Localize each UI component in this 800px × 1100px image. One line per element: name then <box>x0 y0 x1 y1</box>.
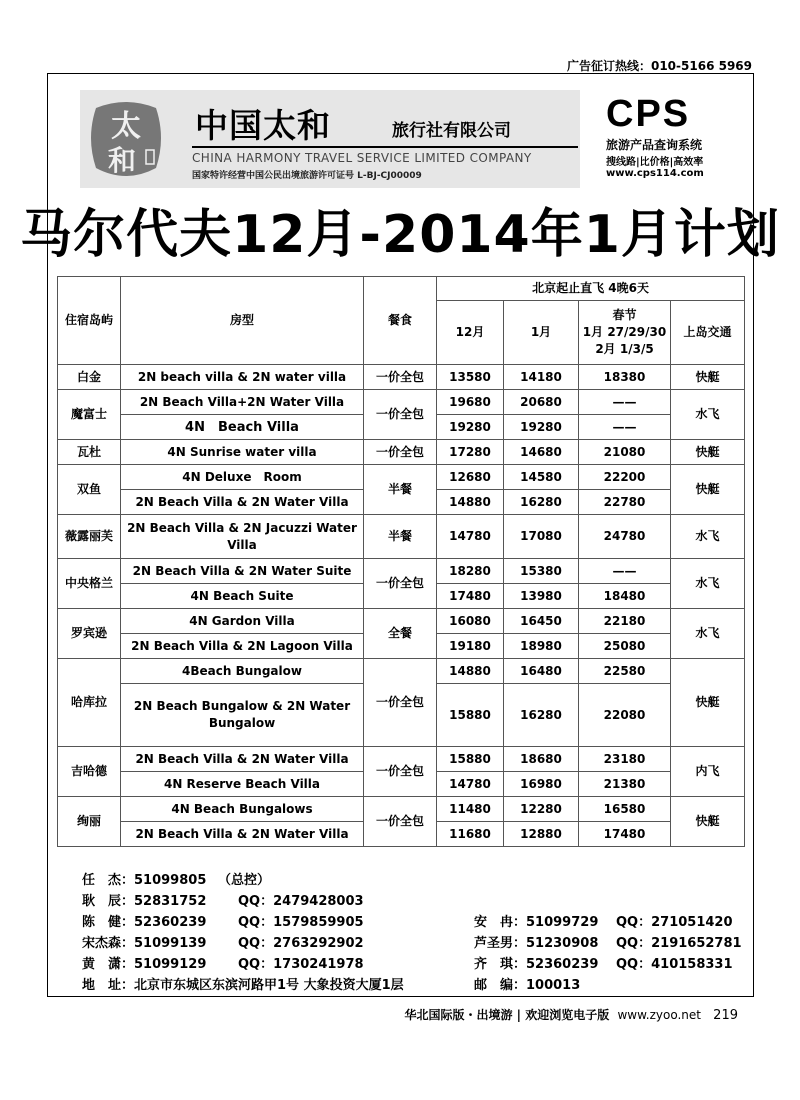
header-spring <box>579 301 671 365</box>
spring-price-cell: —— <box>579 390 671 415</box>
transfer-cell: 快艇 <box>671 365 745 390</box>
contact-name-phone: 黄 潇：51099129 <box>82 957 207 972</box>
room-cell: 4N Reserve Beach Villa <box>121 772 364 797</box>
transfer-cell: 水飞 <box>671 609 745 659</box>
contact-qq: QQ：1730241978 <box>238 957 364 972</box>
spring-price-cell: 23180 <box>579 747 671 772</box>
footer-website: www.zyoo.net <box>617 1008 701 1022</box>
meal-cell: 半餐 <box>364 515 437 559</box>
contact-qq: QQ：271051420 <box>616 915 733 930</box>
transfer-cell: 快艇 <box>671 465 745 515</box>
dec-price-cell: 14780 <box>437 515 504 559</box>
room-cell: 2N beach villa & 2N water villa <box>121 365 364 390</box>
dec-price-cell: 17480 <box>437 584 504 609</box>
dec-price-cell: 19280 <box>437 415 504 440</box>
company-name-suffix: 旅行社有限公司 <box>392 121 511 141</box>
spring-price-cell: 21080 <box>579 440 671 465</box>
svg-text:太: 太 <box>111 109 141 144</box>
spring-price-cell: 21380 <box>579 772 671 797</box>
island-cell: 双鱼 <box>58 465 121 515</box>
jan-price-cell: 12280 <box>504 797 579 822</box>
header-spring-title: 春节 <box>612 308 637 322</box>
contact-row <box>82 912 732 933</box>
table-header-row <box>58 277 745 301</box>
jan-price-cell: 14580 <box>504 465 579 490</box>
price-table <box>57 276 745 847</box>
page-title: 马尔代夫12月-2014年1月计划 <box>20 205 780 265</box>
jan-price-cell: 13980 <box>504 584 579 609</box>
spring-price-cell: 16580 <box>579 797 671 822</box>
spring-price-cell: 22580 <box>579 659 671 684</box>
transfer-cell: 内飞 <box>671 747 745 797</box>
company-logo-banner <box>80 90 580 188</box>
dec-price-cell: 11480 <box>437 797 504 822</box>
transfer-cell: 水飞 <box>671 559 745 609</box>
contact-qq: QQ：2479428003 <box>238 894 364 909</box>
svg-text:和: 和 <box>107 144 137 177</box>
page-number: 219 <box>713 1008 738 1023</box>
meal-cell: 一价全包 <box>364 659 437 747</box>
room-cell: 2N Beach Villa & 2N Water Villa <box>121 490 364 515</box>
spring-price-cell: 18480 <box>579 584 671 609</box>
dec-price-cell: 12680 <box>437 465 504 490</box>
cps-tagline: 旅游产品查询系统 <box>606 138 703 152</box>
table-row <box>58 659 745 684</box>
header-jan: 1月 <box>504 301 579 365</box>
jan-price-cell: 18980 <box>504 634 579 659</box>
table-row <box>58 440 745 465</box>
company-name-cn: 中国太和 <box>195 106 331 145</box>
jan-price-cell: 18680 <box>504 747 579 772</box>
jan-price-cell: 12880 <box>504 822 579 847</box>
room-cell: 4Beach Bungalow <box>121 659 364 684</box>
header-meal: 餐食 <box>364 277 437 365</box>
contact-note: （总控） <box>218 873 271 888</box>
dec-price-cell: 14880 <box>437 490 504 515</box>
contact-list <box>82 870 742 996</box>
cps-features: 搜线路|比价格|高效率 <box>606 157 704 168</box>
transfer-cell: 快艇 <box>671 797 745 847</box>
dec-price-cell: 19680 <box>437 390 504 415</box>
cps-logo-block <box>606 94 722 179</box>
office-address: 地 址：北京市东城区东滨河路甲1号 大象投资大厦1层 <box>82 978 404 993</box>
meal-cell: 半餐 <box>364 465 437 515</box>
contact-qq: QQ：410158331 <box>616 957 733 972</box>
page-footer <box>405 1006 739 1023</box>
table-row <box>58 559 745 584</box>
room-cell: 4N Sunrise water villa <box>121 440 364 465</box>
island-cell: 罗宾逊 <box>58 609 121 659</box>
dec-price-cell: 18280 <box>437 559 504 584</box>
contact-name-phone: 任 杰：51099805 <box>82 873 207 888</box>
table-row <box>58 797 745 822</box>
spring-price-cell: 25080 <box>579 634 671 659</box>
meal-cell: 一价全包 <box>364 747 437 797</box>
ad-hotline: 广告征订热线：010-5166 5969 <box>566 59 752 73</box>
contact-name-phone: 宋杰森：51099139 <box>82 936 207 951</box>
island-cell: 中央格兰 <box>58 559 121 609</box>
contact-row <box>82 870 732 891</box>
island-cell: 绚丽 <box>58 797 121 847</box>
dec-price-cell: 14780 <box>437 772 504 797</box>
room-cell: 4N Gardon Villa <box>121 609 364 634</box>
contact-qq: QQ：2763292902 <box>238 936 364 951</box>
jan-price-cell: 14680 <box>504 440 579 465</box>
cps-logo: CPS <box>606 93 691 135</box>
island-cell: 吉哈德 <box>58 747 121 797</box>
jan-price-cell: 20680 <box>504 390 579 415</box>
dec-price-cell: 15880 <box>437 747 504 772</box>
island-cell: 薇露丽芙 <box>58 515 121 559</box>
header-spring-jan: 1月 27/29/30 <box>582 325 667 339</box>
header-transfer: 上岛交通 <box>671 301 745 365</box>
transfer-cell: 快艇 <box>671 440 745 465</box>
jan-price-cell: 14180 <box>504 365 579 390</box>
jan-price-cell: 19280 <box>504 415 579 440</box>
jan-price-cell: 16280 <box>504 490 579 515</box>
header-spring-feb: 2月 1/3/5 <box>595 342 654 356</box>
room-cell: 2N Beach Villa & 2N Water Suite <box>121 559 364 584</box>
meal-cell: 一价全包 <box>364 365 437 390</box>
contact-row <box>82 933 742 954</box>
dec-price-cell: 19180 <box>437 634 504 659</box>
table-row <box>58 365 745 390</box>
postcode: 邮 编：100013 <box>474 978 581 993</box>
contact-qq: QQ：1579859905 <box>238 915 364 930</box>
dec-price-cell: 15880 <box>437 684 504 747</box>
spring-price-cell: —— <box>579 559 671 584</box>
room-cell: 2N Beach Villa & 2N Water Villa <box>121 822 364 847</box>
table-row <box>58 747 745 772</box>
meal-cell: 一价全包 <box>364 440 437 465</box>
spring-price-cell: 22200 <box>579 465 671 490</box>
license-number: 国家特许经营中国公民出境旅游许可证号 L-BJ-CJ00009 <box>192 171 422 181</box>
contact-name-phone: 齐 琪：52360239 <box>474 957 599 972</box>
jan-price-cell: 16980 <box>504 772 579 797</box>
spring-price-cell: 24780 <box>579 515 671 559</box>
room-cell: 4N Deluxe Room <box>121 465 364 490</box>
transfer-cell: 水飞 <box>671 515 745 559</box>
contact-name-phone: 耿 辰：52831752 <box>82 894 207 909</box>
contact-name-phone: 陈 健：52360239 <box>82 915 207 930</box>
room-cell: 4N Beach Suite <box>121 584 364 609</box>
spring-price-cell: 22080 <box>579 684 671 747</box>
spring-price-cell: 22180 <box>579 609 671 634</box>
spring-price-cell: 17480 <box>579 822 671 847</box>
meal-cell: 一价全包 <box>364 390 437 440</box>
island-cell: 哈库拉 <box>58 659 121 747</box>
room-cell: 2N Beach Villa+2N Water Villa <box>121 390 364 415</box>
contact-qq: QQ：2191652781 <box>616 936 742 951</box>
spring-price-cell: —— <box>579 415 671 440</box>
table-row <box>58 515 745 559</box>
dec-price-cell: 13580 <box>437 365 504 390</box>
room-cell: 4N Beach Bungalows <box>121 797 364 822</box>
room-cell: 2N Beach Villa & 2N Jacuzzi Water Villa <box>121 515 364 559</box>
transfer-cell: 快艇 <box>671 659 745 747</box>
table-row <box>58 465 745 490</box>
jan-price-cell: 16450 <box>504 609 579 634</box>
room-cell: 4N Beach Villa <box>121 415 364 440</box>
contact-row <box>82 975 732 996</box>
room-cell: 2N Beach Villa & 2N Water Villa <box>121 747 364 772</box>
room-cell: 2N Beach Bungalow & 2N Water Bungalow <box>121 684 364 747</box>
dec-price-cell: 16080 <box>437 609 504 634</box>
contact-row <box>82 891 732 912</box>
meal-cell: 一价全包 <box>364 559 437 609</box>
footer-text: 华北国际版・出境游 | 欢迎浏览电子版 <box>404 1008 610 1022</box>
header-dec: 12月 <box>437 301 504 365</box>
dec-price-cell: 11680 <box>437 822 504 847</box>
cps-url: www.cps114.com <box>606 168 704 179</box>
company-name-en: CHINA HARMONY TRAVEL SERVICE LIMITED COMPANY <box>192 146 578 165</box>
contact-name-phone: 安 冉：51099729 <box>474 915 599 930</box>
jan-price-cell: 15380 <box>504 559 579 584</box>
taihe-seal-logo <box>86 94 166 182</box>
header-room: 房型 <box>121 277 364 365</box>
table-row <box>58 609 745 634</box>
contact-name-phone: 芦圣男：51230908 <box>474 936 599 951</box>
contact-row <box>82 954 732 975</box>
jan-price-cell: 16280 <box>504 684 579 747</box>
jan-price-cell: 17080 <box>504 515 579 559</box>
header-group: 北京起止直飞 4晚6天 <box>437 277 745 301</box>
meal-cell: 全餐 <box>364 609 437 659</box>
jan-price-cell: 16480 <box>504 659 579 684</box>
header-island: 住宿岛屿 <box>58 277 121 365</box>
island-cell: 白金 <box>58 365 121 390</box>
table-row <box>58 390 745 415</box>
spring-price-cell: 22780 <box>579 490 671 515</box>
island-cell: 魔富士 <box>58 390 121 440</box>
transfer-cell: 水飞 <box>671 390 745 440</box>
dec-price-cell: 17280 <box>437 440 504 465</box>
island-cell: 瓦杜 <box>58 440 121 465</box>
spring-price-cell: 18380 <box>579 365 671 390</box>
room-cell: 2N Beach Villa & 2N Lagoon Villa <box>121 634 364 659</box>
dec-price-cell: 14880 <box>437 659 504 684</box>
meal-cell: 一价全包 <box>364 797 437 847</box>
company-header <box>80 90 720 190</box>
